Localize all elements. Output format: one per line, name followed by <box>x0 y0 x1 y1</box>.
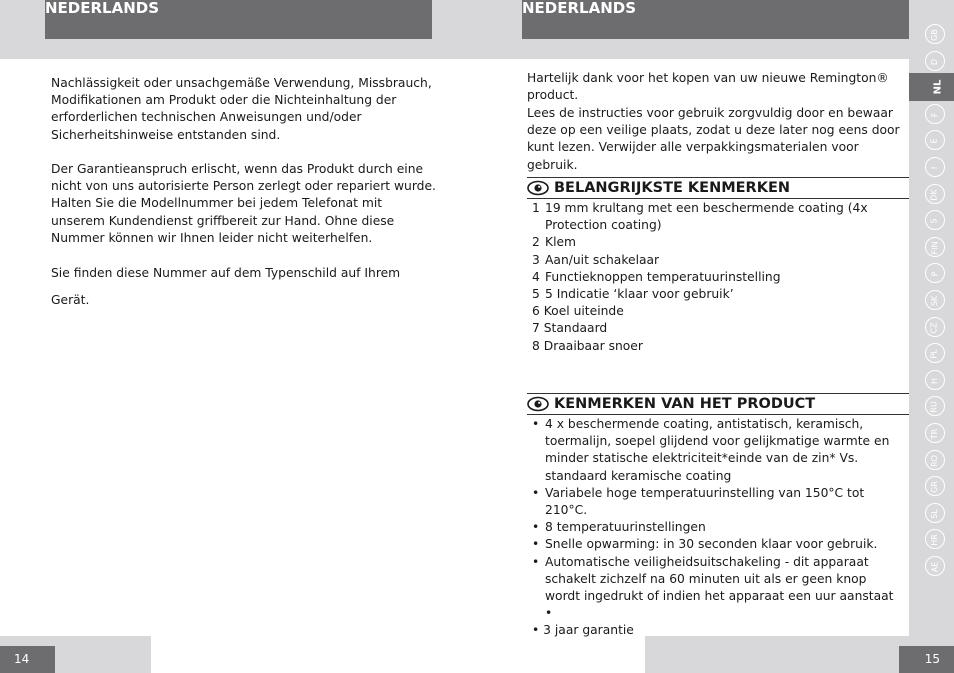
section-title: BELANGRIJKSTE KENMERKEN <box>554 180 790 196</box>
language-option-gb[interactable] <box>925 24 945 44</box>
eye-icon <box>527 396 549 412</box>
language-option-cz[interactable] <box>925 317 945 337</box>
item-text: 8 Draaibaar snoer <box>532 338 643 353</box>
language-code: D <box>929 58 939 65</box>
language-tab-left <box>45 0 432 39</box>
section-heading-product-features <box>527 393 909 415</box>
language-option-d[interactable] <box>925 51 945 71</box>
page-number-text: 14 <box>14 652 30 666</box>
list-item <box>532 252 892 269</box>
item-text: Aan/uit schakelaar <box>545 252 660 267</box>
bullet-mark: • <box>532 537 540 552</box>
bullet-mark: • <box>532 485 540 500</box>
item-text: Variabele hoge temperatuurinstelling van 150°C tot 210°C. <box>545 485 865 518</box>
item-text: Functieknoppen temperatuurinstelling <box>545 269 781 284</box>
language-code: TR <box>929 428 939 440</box>
item-number: 2 <box>532 235 540 250</box>
intro-paragraph-1: Hartelijk dank voor het kopen van uw nieuwe Remington® product. <box>527 71 889 103</box>
warranty-paragraph-1: Nachlässigkeit oder unsachgemäße Verwendung, Missbrauch, Modifikationen am Produkt oder die Nichteinhaltung der erforderlichen technischen Anweisungen und/oder Sicherheitshinweise entstanden sind. <box>51 76 432 142</box>
language-option-dk[interactable] <box>925 184 945 204</box>
language-option-i[interactable] <box>925 157 945 177</box>
language-code: H <box>929 377 939 384</box>
item-text: 19 mm krultang met een beschermende coating (4x Protection coating) <box>545 201 868 233</box>
language-option-h[interactable] <box>925 370 945 390</box>
warranty-paragraph-4: Gerät. <box>51 293 90 307</box>
item-text: • 3 jaar garantie <box>532 623 634 638</box>
warranty-paragraph-2: Der Garantieanspruch erlischt, wenn das Produkt durch eine nicht von uns autorisierte Person zerlegt oder repariert wurde. Halten Sie die Modellnummer bei jedem Telefonat mit unserem Kundendienst griffbereit zur Hand. Ohne diese Nummer können wir Ihnen leider nicht weiterhelfen. <box>51 162 436 245</box>
item-number: 4 <box>532 269 540 284</box>
language-code: RO <box>929 454 939 467</box>
list-item <box>532 536 902 553</box>
item-text: 5 Indicatie ‘klaar voor gebruik’ <box>545 287 734 302</box>
bullet-mark: • <box>532 417 540 431</box>
language-code: F <box>929 112 939 118</box>
language-option-ro[interactable] <box>925 450 945 470</box>
language-option-ae[interactable] <box>925 556 945 576</box>
language-code: HR <box>929 534 939 547</box>
product-features-list <box>532 416 902 640</box>
language-option-nl[interactable] <box>909 73 954 101</box>
left-tab-label: NEDERLANDS <box>45 0 160 17</box>
language-option-fin[interactable] <box>925 237 945 257</box>
language-code: I <box>929 166 939 170</box>
list-item <box>532 286 892 303</box>
list-item <box>532 320 892 337</box>
language-option-sl[interactable] <box>925 503 945 523</box>
item-number: 1 <box>532 201 540 215</box>
language-code: GB <box>930 29 939 41</box>
page-number-text: 15 <box>924 652 940 666</box>
bullet-mark: • <box>532 554 540 569</box>
language-tab-right <box>522 0 909 39</box>
language-code: DK <box>930 188 939 201</box>
list-item <box>532 234 892 251</box>
list-item <box>532 416 902 485</box>
language-code: AE <box>930 561 939 573</box>
main-features-list <box>532 200 892 355</box>
language-code: NL <box>932 79 944 95</box>
language-code: RU <box>929 401 939 414</box>
language-code: P <box>929 271 939 277</box>
language-code: PL <box>930 349 939 359</box>
language-option-sk[interactable] <box>925 290 945 310</box>
item-text: 7 Standaard <box>532 321 608 336</box>
item-number: 3 <box>532 252 540 267</box>
list-item <box>532 269 892 286</box>
warranty-paragraph-3: Sie finden diese Nummer auf dem Typenschild auf Ihrem <box>51 266 401 280</box>
language-code: SK <box>929 295 939 307</box>
item-text: Klem <box>545 235 577 250</box>
list-item <box>532 485 902 519</box>
page-number-right <box>899 646 954 673</box>
language-code: CZ <box>929 322 939 334</box>
item-text: 8 temperatuurinstellingen <box>545 520 706 535</box>
list-item <box>532 338 892 355</box>
language-code: SL <box>929 509 939 519</box>
item-number: 5 <box>532 287 540 302</box>
section-heading-main-features <box>527 177 909 199</box>
section-title: KENMERKEN VAN HET PRODUCT <box>554 396 816 412</box>
language-code: S <box>929 218 939 224</box>
item-text: Automatische veiligheidsuitschakeling - dit apparaat schakelt zichzelf na 60 minuten uit als er geen knop wordt ingedrukt of indien het apparaat een uur aanstaat • <box>545 554 894 621</box>
list-item <box>532 519 902 536</box>
language-code: FIN <box>929 241 939 255</box>
page-number-left <box>0 646 55 673</box>
list-item <box>532 303 892 320</box>
item-text: 4 x beschermende coating, antistatisch, keramisch, toermalijn, soepel glijdend voor gelijkmatige warmte en minder statische elektriciteit*einde van de zin* Vs. standaard keramische coating <box>545 417 890 483</box>
item-text: 6 Koel uiteinde <box>532 304 624 319</box>
item-text: Snelle opwarming: in 30 seconden klaar voor gebruik. <box>545 537 878 552</box>
language-option-tr[interactable] <box>925 423 945 443</box>
bullet-mark: • <box>532 520 540 535</box>
list-item <box>532 200 892 234</box>
intro-paragraph-2: Lees de instructies voor gebruik zorgvuldig door en bewaar deze op een veilige plaats, zodat u deze later nog eens door kunt lezen. Verwijder alle verpakkingsmaterialen voor gebruik. <box>527 106 900 172</box>
eye-icon <box>527 180 549 196</box>
language-code: E <box>930 138 939 144</box>
list-item <box>532 554 902 623</box>
language-code: GR <box>929 481 939 494</box>
language-option-f[interactable] <box>925 104 945 124</box>
right-tab-label: NEDERLANDS <box>522 0 637 17</box>
